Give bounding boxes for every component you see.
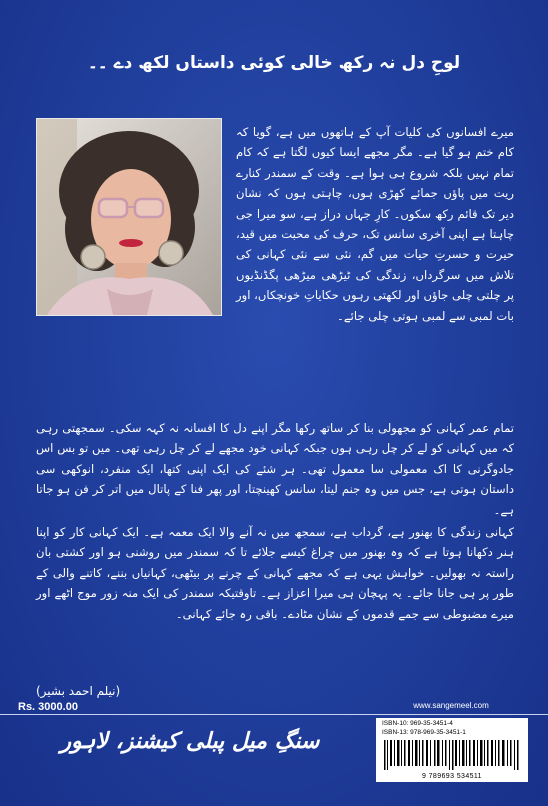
publisher-name: سنگِ میل پبلی کیشنز، لاہور [60, 728, 320, 754]
cover-title: لوحِ دل نہ رکھ خالی کوئی داستاں لکھ دے ۔۔ [87, 53, 461, 73]
author-photo [36, 118, 222, 316]
isbn-13: ISBN-13: 978-969-35-3451-1 [382, 729, 466, 736]
footer-divider [0, 714, 548, 715]
publisher-website: www.sangemeel.com [413, 701, 489, 710]
price-label: Rs. 3000.00 [18, 701, 78, 713]
paragraph-3: کہانی زندگی کا بھنور ہے، گرداب ہے، سمجھ میں نہ آنے والا ایک معمہ ہے۔ ایک کہانی کار کو اپنا ہنر دکھانا ہوتا ہے کہ وہ بھنور میں چراغ کیسے جلائے تا کہ سمندر میں روشنی ہو اور کشتی بان راستہ نہ بھولیں۔ خواہش یہی ہے کہ مجھے کہانی کے چرنے پر بیٹھی، کہانیاں بننے، کاتنے والی کے طور پر ہی جانا جائے۔ یہ پہچان ہی میرا اعزاز ہے۔ تاوقتیکہ سمندر کی ایک منہ زور موج اٹھے اور میرے مضبوطی سے جمے قدموں کے نشان مٹادے۔ باقی رہ جائے کہانی۔ [36, 525, 514, 621]
paragraph-2: تمام عمر کہانی کو مجھولی بنا کر ساتھ رکھا مگر اپنے دل کا افسانہ نہ کہہ سکی۔ سمجھتی رہی کہ میں کہانی کو لے کر چل رہی ہوں جبکہ کہانی خود مجھے لے کر چل رہی تھی۔ میں تو بس اس جادوگرنی کا اک معمولی سا معمول تھی۔ ہر شئے کی ایک اپنی کتھا، ایک منفرد، انوکھی سی داستان ہوتی ہے، جس میں وہ جنم لیتا، سانس کھینچتا، اور پھر فنا کے پاتال میں اتر کر فن ہو جاتا ہے۔ [36, 421, 514, 517]
paragraph-1: میرے افسانوں کی کلیات آپ کے ہاتھوں میں ہے، گویا کہ کام ختم ہو گیا ہے۔ مگر مجھے ایسا کیوں لگتا ہے کہ کام تمام نہیں بلکہ شروع ہی ہوا ہے۔ وقت کے سمندر کنارے ریت میں پاؤں جمائے کھڑی ہوں، چاہتی ہوں کہ نشان دیر تک قائم رکھ سکوں۔ کارِ جہاں دراز ہے، سو میرا جی چاہتا ہے اپنی آخری سانس تک، حرف کی محبت میں قید، حیرت و حسرتِ حیات میں گم، نئی سے نئی کہانی کی تلاش میں سرگرداں، زندگی کی ٹیڑھی میڑھی پگڈنڈیوں پر چلتی چلی جاؤں اور لکھتی رہوں حکایاتِ خونچکاں، اور بات لمبی سے لمبی ہوتی چلی جائے۔ [236, 125, 514, 323]
barcode-icon [382, 740, 522, 770]
barcode-number: 9 789693 534511 [422, 773, 482, 780]
barcode-label [376, 718, 528, 782]
author-signature: (نیلم احمد بشیر) [36, 684, 121, 698]
author-portrait-image [37, 119, 221, 315]
isbn-10: ISBN-10: 969-35-3451-4 [382, 720, 453, 727]
